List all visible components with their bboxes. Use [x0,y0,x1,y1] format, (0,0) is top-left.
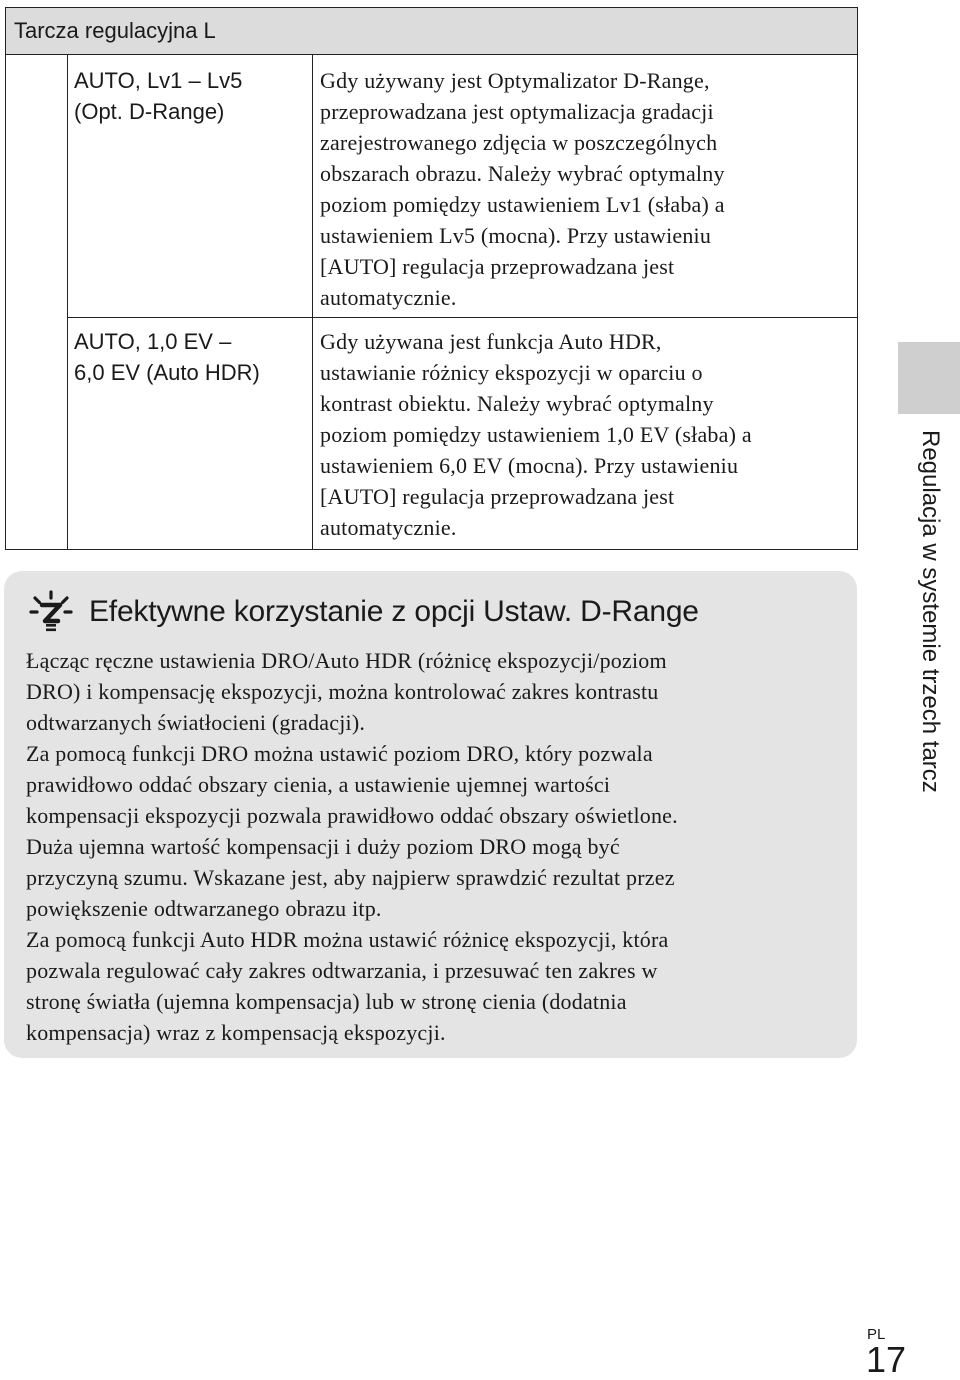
row-2-label-line: 6,0 EV (Auto HDR) [74,360,260,385]
tip-line: Łącząc ręczne ustawienia DRO/Auto HDR (różnicę ekspozycji/poziom [26,648,667,673]
chapter-tab [898,342,960,414]
row-2-description-line: [AUTO] regulacja przeprowadzana jest [320,484,675,509]
table-header: Tarcza regulacyjna L [6,8,857,55]
row-1-description-line: Gdy używany jest Optymalizator D-Range, [320,68,710,93]
row-divider [67,317,857,318]
row-1-description-line: obszarach obrazu. Należy wybrać optymalny [320,161,725,186]
tip-line: prawidłowo oddać obszary cienia, a ustawienie ujemnej wartości [26,772,611,797]
page-number: 17 [866,1339,907,1380]
chapter-title: Regulacja w systemie trzech tarcz [917,430,944,793]
tip-box [4,571,857,1058]
tip-paragraph [26,738,846,924]
column-divider [67,55,68,549]
tip-line: Za pomocą funkcji Auto HDR można ustawić różnicę ekspozycji, która [26,927,669,952]
tip-line: kompensacji ekspozycji pozwala prawidłowo oddać obszary oświetlone. [26,803,678,828]
tip-line: przyczyną szumu. Wskazane jest, aby najpierw sprawdzić rezultat przez [26,865,675,890]
tip-paragraph [26,645,846,738]
row-2-description [320,326,852,543]
row-2-label [74,326,310,388]
row-1-description [320,65,852,313]
row-1-description-line: zarejestrowanego zdjęcia w poszczególnych [320,130,718,155]
tip-line: kompensacja) wraz z kompensacją ekspozycji. [26,1020,446,1045]
page-language: PL [867,1326,886,1343]
tip-line: pozwala regulować cały zakres odtwarzania, i przesuwać ten zakres w [26,958,658,983]
row-1-description-line: automatycznie. [320,285,457,310]
row-2-description-line: automatycznie. [320,515,457,540]
row-1-label-line: (Opt. D-Range) [74,99,225,124]
row-1-description-line: [AUTO] regulacja przeprowadzana jest [320,254,675,279]
tip-line: powiększenie odtwarzanego obrazu itp. [26,896,382,921]
tip-text [26,645,846,1048]
row-1-label-line: AUTO, Lv1 – Lv5 [74,68,243,93]
tip-paragraph [26,924,846,1048]
lightbulb-icon [29,590,73,634]
settings-table [5,7,858,550]
row-2-label-line: AUTO, 1,0 EV – [74,329,232,354]
tip-line: Duża ujemna wartość kompensacji i duży poziom DRO mogą być [26,834,620,859]
tip-line: odtwarzanych światłocieni (gradacji). [26,710,366,735]
tip-line: DRO) i kompensację ekspozycji, można kontrolować zakres kontrastu [26,679,659,704]
tip-title: Efektywne korzystanie z opcji Ustaw. D-Range [89,595,699,628]
row-1-description-line: poziom pomiędzy ustawieniem Lv1 (słaba) a [320,192,725,217]
tip-line: stronę światła (ujemna kompensacja) lub w stronę cienia (dodatnia [26,989,627,1014]
row-1-description-line: ustawieniem Lv5 (mocna). Przy ustawieniu [320,223,712,248]
row-2-description-line: ustawianie różnicy ekspozycji w oparciu o [320,360,703,385]
row-2-description-line: ustawieniem 6,0 EV (mocna). Przy ustawieniu [320,453,739,478]
tip-line: Za pomocą funkcji DRO można ustawić poziom DRO, który pozwala [26,741,653,766]
row-2-description-line: Gdy używana jest funkcja Auto HDR, [320,329,662,354]
row-2-description-line: kontrast obiektu. Należy wybrać optymalny [320,391,714,416]
row-1-label [74,65,310,127]
column-divider [312,55,313,549]
row-1-description-line: przeprowadzana jest optymalizacja gradacji [320,99,714,124]
row-2-description-line: poziom pomiędzy ustawieniem 1,0 EV (słaba) a [320,422,752,447]
